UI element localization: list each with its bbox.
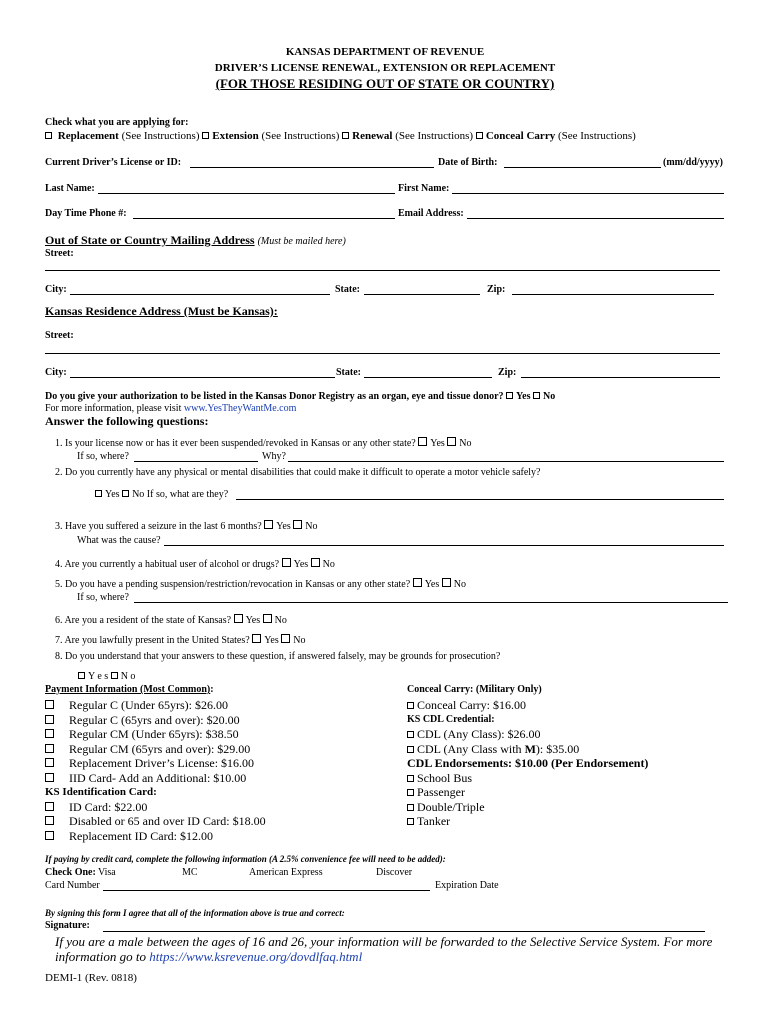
question-8: 8. Do you understand that your answers to these question, if answered falsely, may be grounds for prosecution? xyxy=(55,651,501,662)
residence-title: Kansas Residence Address (Must be Kansas): xyxy=(45,304,278,318)
signature-note: By signing this form I agree that all of the information above is true and correct: xyxy=(45,908,345,918)
residence-city-field[interactable] xyxy=(70,377,335,378)
residence-zip-label: Zip: xyxy=(498,367,517,378)
first-name-field[interactable] xyxy=(452,193,724,194)
mailing-street-label: Street: xyxy=(45,248,74,259)
q3-cause-field[interactable] xyxy=(164,545,724,546)
checkbox-icon[interactable] xyxy=(476,132,483,139)
first-name-label: First Name: xyxy=(398,183,450,194)
checkbox-icon[interactable] xyxy=(263,614,272,623)
card-note: If paying by credit card, complete the following information (A 2.5% convenience fee will need to be added): xyxy=(45,854,446,864)
card-visa[interactable]: Visa xyxy=(98,867,116,878)
signature-field[interactable] xyxy=(103,931,705,932)
ksrevenue-link[interactable]: https://www.ksrevenue.org/dovdlfaq.html xyxy=(149,949,363,964)
donor-link[interactable]: www.YesTheyWantMe.com xyxy=(183,403,297,414)
form-subtitle: (FOR THOSE RESIDING OUT OF STATE OR COUNTRY) xyxy=(215,76,555,91)
payment-title-row: Payment Information (Most Common): xyxy=(45,684,214,695)
q5-where-field[interactable] xyxy=(134,602,728,603)
checkbox-icon[interactable] xyxy=(282,558,291,567)
id-card-title: KS Identification Card: xyxy=(45,786,157,798)
mailing-zip-label: Zip: xyxy=(487,284,506,295)
card-expiration-label: Expiration Date xyxy=(435,880,499,891)
signature-label: Signature: xyxy=(45,920,90,931)
question-1: 1. Is your license now or has it ever been suspended/revoked in Kansas or any other state? Yes No xyxy=(55,438,472,449)
endorse-item[interactable]: Double/Triple xyxy=(407,800,648,815)
cdl-item[interactable]: CDL (Any Class with M): $35.00 xyxy=(407,742,648,757)
checkbox-icon[interactable] xyxy=(311,558,320,567)
card-number-label: Card Number xyxy=(45,880,100,891)
question-5: 5. Do you have a pending suspension/restriction/revocation in Kansas or any other state? Yes No xyxy=(55,579,466,590)
right-payment-list xyxy=(407,698,648,829)
checkbox-icon[interactable] xyxy=(407,746,414,753)
checkbox-icon[interactable] xyxy=(447,437,456,446)
residence-state-label: State: xyxy=(336,367,361,378)
card-amex[interactable]: American Express xyxy=(249,867,323,878)
cdl-item[interactable]: CDL (Any Class): $26.00 xyxy=(407,727,648,742)
checkbox-icon[interactable] xyxy=(407,731,414,738)
mailing-note: (Must be mailed here) xyxy=(257,236,346,247)
mailing-heading xyxy=(45,233,346,248)
checkbox-icon[interactable] xyxy=(45,715,54,724)
q1-where-field[interactable] xyxy=(134,461,258,462)
q1-why-label: Why? xyxy=(262,451,286,462)
payment-item[interactable]: Regular C (65yrs and over): $20.00 xyxy=(45,713,266,728)
card-discover[interactable]: Discover xyxy=(376,867,413,878)
conceal-title: Conceal Carry: (Military Only) xyxy=(407,684,542,695)
dob-field[interactable] xyxy=(504,167,661,168)
checkbox-icon[interactable] xyxy=(122,490,129,497)
checkbox-icon[interactable] xyxy=(234,614,243,623)
donor-question: Do you give your authorization to be listed in the Kansas Donor Registry as an organ, eye and tissue donor? xyxy=(45,391,504,402)
residence-state-field[interactable] xyxy=(364,377,492,378)
q8-answer: Y e s N o xyxy=(78,671,135,682)
payment-item[interactable]: Regular CM (65yrs and over): $29.00 xyxy=(45,742,266,757)
email-label: Email Address: xyxy=(398,208,464,219)
cdl-title: KS CDL Credential: xyxy=(407,713,495,725)
residence-street-label: Street: xyxy=(45,330,74,341)
question-2: 2. Do you currently have any physical or mental disabilities that could make it difficult to operate a motor vehicle safely? xyxy=(55,467,541,478)
selective-service-line2: information go to https://www.ksrevenue.org/dovdlfaq.html xyxy=(55,949,363,964)
apply-renewal[interactable]: Renewal (See Instructions) xyxy=(342,130,473,142)
checkbox-icon[interactable] xyxy=(45,773,54,782)
apply-prompt: Check what you are applying for: xyxy=(45,117,189,128)
residence-street-field[interactable] xyxy=(45,353,720,354)
email-field[interactable] xyxy=(467,218,724,219)
checkbox-icon[interactable] xyxy=(442,578,451,587)
checkbox-icon[interactable] xyxy=(407,789,414,796)
agency-title: KANSAS DEPARTMENT OF REVENUE xyxy=(285,46,485,58)
checkbox-icon[interactable] xyxy=(418,437,427,446)
apply-replacement[interactable]: Replacement (See Instructions) xyxy=(45,130,200,142)
checkbox-icon[interactable] xyxy=(293,520,302,529)
checkbox-icon[interactable] xyxy=(45,758,54,767)
mailing-state-field[interactable] xyxy=(364,294,480,295)
q3-cause-label: What was the cause? xyxy=(77,535,161,546)
phone-field[interactable] xyxy=(133,218,395,219)
payment-item[interactable]: Regular C (Under 65yrs): $26.00 xyxy=(45,698,266,713)
mailing-street-field[interactable] xyxy=(45,270,720,271)
checkbox-icon[interactable] xyxy=(45,816,54,825)
dob-label: Date of Birth: xyxy=(438,157,498,168)
checkbox-icon[interactable] xyxy=(45,831,54,840)
mailing-city-field[interactable] xyxy=(70,294,330,295)
checkbox-icon[interactable] xyxy=(407,702,414,709)
checkbox-icon[interactable] xyxy=(407,818,414,825)
checkbox-icon[interactable] xyxy=(202,132,209,139)
payment-item[interactable]: Replacement Driver’s License: $16.00 xyxy=(45,756,266,771)
apply-options xyxy=(45,130,636,142)
checkbox-icon[interactable] xyxy=(45,802,54,811)
mailing-state-label: State: xyxy=(335,284,360,295)
checkbox-icon[interactable] xyxy=(407,804,414,811)
mailing-zip-field[interactable] xyxy=(512,294,714,295)
q5-where-label: If so, where? xyxy=(77,592,129,603)
donor-info-row xyxy=(45,403,296,414)
checkbox-icon[interactable] xyxy=(506,392,513,399)
checkbox-icon[interactable] xyxy=(342,132,349,139)
donor-yes[interactable]: Yes xyxy=(506,391,530,402)
form-title: DRIVER’S LICENSE RENEWAL, EXTENSION OR REPLACEMENT xyxy=(214,62,556,74)
mailing-title: Out of State or Country Mailing Address xyxy=(45,233,255,247)
license-label: Current Driver’s License or ID: xyxy=(45,157,182,168)
dob-format: (mm/dd/yyyy) xyxy=(663,157,723,168)
endorse-title: CDL Endorsements: $10.00 (Per Endorsement) xyxy=(407,756,649,770)
q2-field[interactable] xyxy=(236,499,724,500)
id-item[interactable]: Disabled or 65 and over ID Card: $18.00 xyxy=(45,814,266,829)
endorse-item[interactable]: School Bus xyxy=(407,771,648,786)
checkbox-icon[interactable] xyxy=(45,744,54,753)
apply-conceal-carry[interactable]: Conceal Carry (See Instructions) xyxy=(476,130,636,142)
payment-title: Payment Information (Most Common) xyxy=(45,684,211,695)
checkbox-icon[interactable] xyxy=(252,634,261,643)
residence-zip-field[interactable] xyxy=(521,377,720,378)
apply-extension[interactable]: Extension (See Instructions) xyxy=(202,130,339,142)
form-id: DEMI-1 (Rev. 0818) xyxy=(45,972,137,984)
q2-answer: Yes No If so, what are they? xyxy=(95,489,228,500)
last-name-label: Last Name: xyxy=(45,183,95,194)
card-number-field[interactable] xyxy=(103,890,430,891)
mailing-city-label: City: xyxy=(45,284,67,295)
checkbox-icon[interactable] xyxy=(413,578,422,587)
donor-info: For more information, please visit xyxy=(45,403,182,414)
phone-label: Day Time Phone #: xyxy=(45,208,127,219)
payment-list xyxy=(45,698,266,843)
q1-where-label: If so, where? xyxy=(77,451,129,462)
question-4: 4. Are you currently a habitual user of alcohol or drugs? Yes No xyxy=(55,559,335,570)
checkbox-icon[interactable] xyxy=(45,700,54,709)
id-item[interactable]: Replacement ID Card: $12.00 xyxy=(45,829,266,844)
payment-item[interactable]: Regular CM (Under 65yrs): $38.50 xyxy=(45,727,266,742)
license-field[interactable] xyxy=(190,167,434,168)
donor-no[interactable]: No xyxy=(533,391,555,402)
residence-city-label: City: xyxy=(45,367,67,378)
question-7: 7. Are you lawfully present in the United States? Yes No xyxy=(55,635,306,646)
last-name-field[interactable] xyxy=(98,193,395,194)
question-3: 3. Have you suffered a seizure in the last 6 months? Yes No xyxy=(55,521,318,532)
checkbox-icon[interactable] xyxy=(111,672,118,679)
checkbox-icon[interactable] xyxy=(407,775,414,782)
checkbox-icon[interactable] xyxy=(45,729,54,738)
checkbox-icon[interactable] xyxy=(45,132,52,139)
question-6: 6. Are you a resident of the state of Kansas? Yes No xyxy=(55,615,287,626)
q1-why-field[interactable] xyxy=(288,461,724,462)
endorse-item[interactable]: Passenger xyxy=(407,785,648,800)
questions-title: Answer the following questions: xyxy=(45,414,209,428)
checkbox-icon[interactable] xyxy=(78,672,85,679)
checkbox-icon[interactable] xyxy=(95,490,102,497)
card-mc[interactable]: MC xyxy=(182,867,198,878)
check-one-label: Check One: xyxy=(45,867,96,878)
checkbox-icon[interactable] xyxy=(533,392,540,399)
donor-question-row xyxy=(45,391,555,402)
conceal-item[interactable]: Conceal Carry: $16.00 xyxy=(407,698,648,713)
id-item[interactable]: ID Card: $22.00 xyxy=(45,800,266,815)
endorse-item[interactable]: Tanker xyxy=(407,814,648,829)
checkbox-icon[interactable] xyxy=(281,634,290,643)
payment-item[interactable]: IID Card- Add an Additional: $10.00 xyxy=(45,771,266,786)
checkbox-icon[interactable] xyxy=(264,520,273,529)
selective-service-line1: If you are a male between the ages of 16 and 26, your information will be forwarded to the Selective Service System. For more xyxy=(55,934,713,949)
